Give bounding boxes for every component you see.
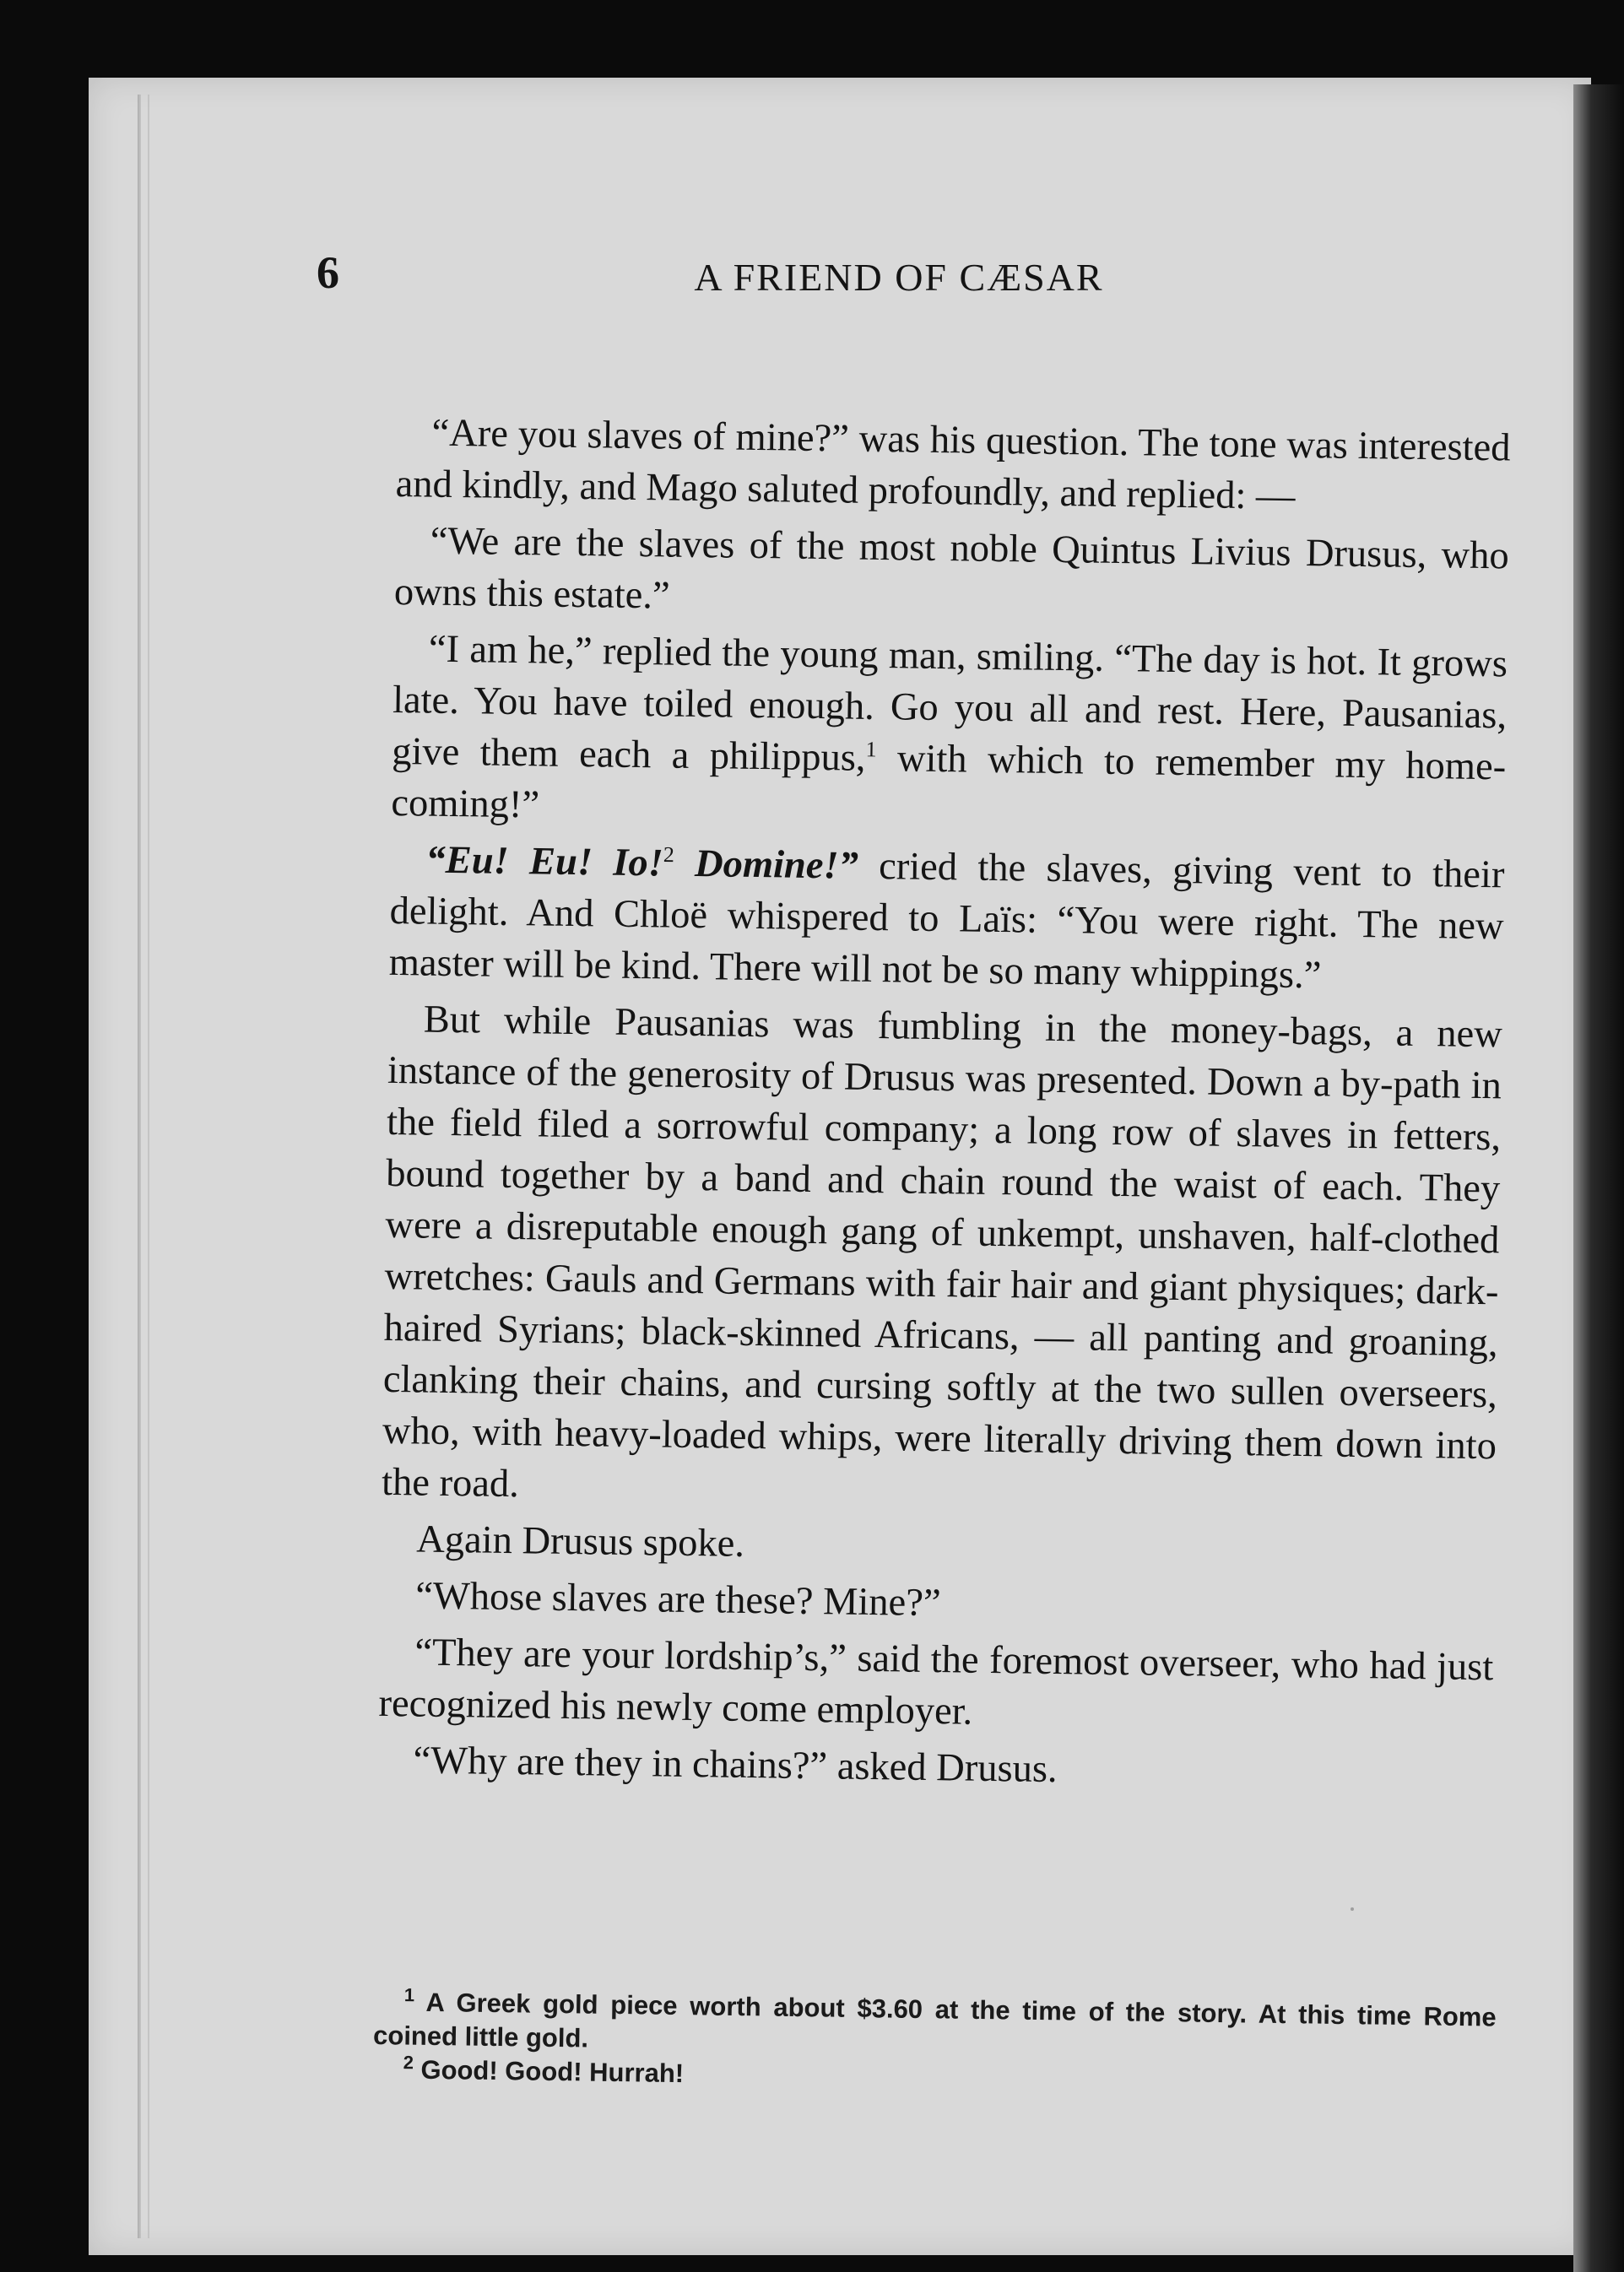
paragraph: “Are you slaves of mine?” was his question. The tone was interested and kindly, and Mago saluted profoundly, and replied: — bbox=[395, 411, 1511, 518]
paragraph: “They are your lordship’s,” said the foremost overseer, who had just recognized his newly come employer. bbox=[378, 1631, 1494, 1734]
paragraph: Again Drusus spoke. bbox=[415, 1517, 745, 1566]
footnote-ref: 2 bbox=[663, 841, 675, 868]
paragraph-text: “I am he,” replied the young man, smiling. “The day is hot. It grows late. You have toiled enough. Go you all and rest. Here, Pausanias, give them each a philippus, bbox=[391, 627, 1508, 780]
footnote-mark: 1 bbox=[403, 1984, 415, 2006]
page-edge-rule bbox=[138, 95, 141, 2238]
dust-speck bbox=[1351, 1907, 1354, 1911]
footnote-ref: 1 bbox=[865, 737, 877, 762]
body-text bbox=[377, 407, 1511, 1806]
binding-shadow bbox=[1573, 84, 1624, 2272]
running-title: A FRIEND OF CÆSAR bbox=[694, 256, 1104, 299]
book-page bbox=[89, 78, 1591, 2255]
running-head bbox=[317, 246, 1481, 322]
footnotes bbox=[372, 1985, 1497, 2102]
paragraph bbox=[388, 834, 1504, 1003]
page-number: 6 bbox=[317, 247, 339, 298]
footnote-text: A Greek gold piece worth about $3.60 at the time of the story. At this time Rome coined little gold. bbox=[372, 1987, 1497, 2053]
paragraph-text: with which to remember my home-coming!” bbox=[391, 736, 1507, 827]
paragraph: “Whose slaves are these? Mine?” bbox=[414, 1574, 941, 1626]
paragraph bbox=[391, 623, 1508, 844]
footnote-mark: 2 bbox=[403, 2052, 414, 2074]
footnote-text: Good! Good! Hurrah! bbox=[420, 2054, 685, 2089]
paragraph: “We are the slaves of the most noble Quintus Livius Drusus, who owns this estate.” bbox=[393, 519, 1510, 618]
paragraph: “Why are they in chains?” asked Drusus. bbox=[413, 1739, 1058, 1792]
latin-exclamation: Domine!” bbox=[674, 841, 859, 888]
paragraph: But while Pausanias was fumbling in the money-bags, a new instance of the generosity of Drusus was presented. Down a by-path in the field filed a sorrowful company; a long row of slaves in fetters, bound together by a band and chain round the waist of each. They were a disreputable enough gang of unkempt, unshaven, half-clothed wretches: Gauls and Germans with fair hair and giant physiques; dark-haired Syrians; black-skinned Africans, — all panting and groaning, clanking their chains, and cursing softly at the two sullen overseers, who, with heavy-loaded whips, were literally driving them down into the road. bbox=[381, 998, 1503, 1507]
latin-exclamation: “Eu! Eu! Io! bbox=[425, 838, 664, 885]
page-edge-rule-inner bbox=[148, 95, 149, 2238]
paragraph-text: cried the slaves, giving vent to their delight. And Chloë whispered to Laïs: “You were right. The new master will be kind. There will not be so many whippings.” bbox=[388, 844, 1505, 998]
